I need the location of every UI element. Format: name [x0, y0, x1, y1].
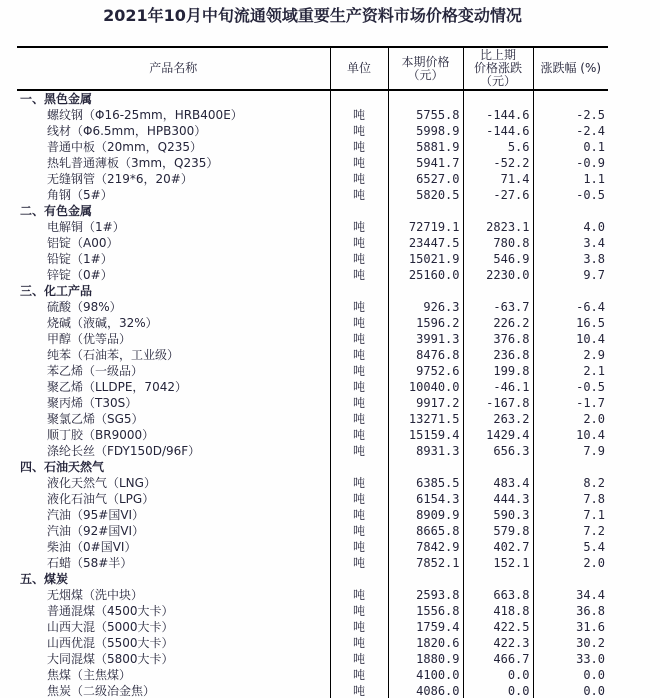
table-row	[17, 251, 608, 267]
price-cell	[388, 571, 463, 587]
product-name-cell: 电解铜（1#）	[47, 220, 125, 234]
unit-cell: 吨	[330, 555, 388, 571]
table-row	[17, 171, 608, 187]
price-cell: 10040.0	[388, 379, 463, 395]
table-row	[17, 379, 608, 395]
unit-cell: 吨	[330, 347, 388, 363]
product-name-cell: 无缝钢管（219*6，20#）	[47, 172, 193, 186]
pct-cell: 2.0	[533, 555, 608, 571]
price-cell: 25160.0	[388, 267, 463, 283]
change-cell: -167.8	[463, 395, 533, 411]
table-row	[17, 155, 608, 171]
change-cell: 546.9	[463, 251, 533, 267]
header-price-line2: （元）	[407, 67, 444, 82]
unit-cell: 吨	[330, 219, 388, 235]
pct-cell: 7.1	[533, 507, 608, 523]
unit-cell: 吨	[330, 155, 388, 171]
section-label: 三、化工产品	[20, 284, 93, 298]
price-cell	[388, 459, 463, 475]
unit-cell: 吨	[330, 667, 388, 683]
price-table	[17, 46, 608, 698]
price-cell: 3991.3	[388, 331, 463, 347]
pct-cell: -0.9	[533, 155, 608, 171]
pct-cell: -1.7	[533, 395, 608, 411]
unit-cell: 吨	[330, 315, 388, 331]
unit-cell: 吨	[330, 683, 388, 698]
table-row	[17, 635, 608, 651]
table-row	[17, 667, 608, 683]
product-name-cell: 焦煤（主焦煤）	[47, 668, 132, 682]
unit-cell: 吨	[330, 427, 388, 443]
product-name-cell: 汽油（92#国VI）	[47, 524, 145, 538]
product-name-cell: 柴油（0#国VI）	[47, 540, 137, 554]
product-name-cell: 铝锭（A00）	[47, 236, 119, 250]
price-cell: 1556.8	[388, 603, 463, 619]
pct-cell: 2.9	[533, 347, 608, 363]
product-name-cell: 普通混煤（4500大卡）	[47, 604, 174, 618]
change-cell: 199.8	[463, 363, 533, 379]
unit-cell: 吨	[330, 379, 388, 395]
change-cell: 418.8	[463, 603, 533, 619]
pct-cell: 3.8	[533, 251, 608, 267]
change-cell: 590.3	[463, 507, 533, 523]
unit-cell: 吨	[330, 123, 388, 139]
pct-cell: 16.5	[533, 315, 608, 331]
section-label: 四、石油天然气	[20, 460, 105, 474]
table-row	[17, 427, 608, 443]
pct-cell: 2.1	[533, 363, 608, 379]
price-cell: 6527.0	[388, 171, 463, 187]
price-cell: 5820.5	[388, 187, 463, 203]
pct-cell: -2.4	[533, 123, 608, 139]
header-pct: 涨跌幅 (%)	[533, 47, 608, 90]
table-row	[17, 347, 608, 363]
price-cell: 9752.6	[388, 363, 463, 379]
header-change-line1: 比上期	[479, 48, 516, 62]
unit-cell	[330, 283, 388, 299]
unit-cell	[330, 203, 388, 219]
unit-cell: 吨	[330, 107, 388, 123]
product-name-cell: 聚氯乙烯（SG5）	[47, 412, 144, 426]
price-cell	[388, 283, 463, 299]
product-name-cell: 铅锭（1#）	[47, 252, 113, 266]
header-price-line1: 本期价格	[401, 54, 450, 69]
product-name-cell: 角钢（5#）	[47, 188, 113, 202]
unit-cell: 吨	[330, 331, 388, 347]
table-row	[17, 603, 608, 619]
price-cell: 7852.1	[388, 555, 463, 571]
product-name-cell: 普通中板（20mm，Q235）	[47, 140, 202, 154]
unit-cell: 吨	[330, 443, 388, 459]
section-label: 五、煤炭	[20, 572, 69, 586]
header-change-line3: （元）	[479, 74, 516, 88]
price-cell: 926.3	[388, 299, 463, 315]
change-cell: 71.4	[463, 171, 533, 187]
unit-cell	[330, 571, 388, 587]
table-row	[17, 107, 608, 123]
table-row	[17, 123, 608, 139]
section-row	[17, 283, 608, 299]
product-name-cell: 聚乙烯（LLDPE，7042）	[47, 380, 187, 394]
pct-cell: 7.2	[533, 523, 608, 539]
product-name-cell: 山西大混（5000大卡）	[47, 620, 174, 634]
unit-cell: 吨	[330, 411, 388, 427]
change-cell: -52.2	[463, 155, 533, 171]
unit-cell	[330, 459, 388, 475]
unit-cell: 吨	[330, 363, 388, 379]
change-cell: 0.0	[463, 683, 533, 698]
table-row	[17, 683, 608, 698]
product-name-cell: 线材（Φ6.5mm，HPB300）	[47, 124, 207, 138]
product-name-cell: 顺丁胶（BR9000）	[47, 428, 155, 442]
price-cell: 1880.9	[388, 651, 463, 667]
pct-cell: 2.0	[533, 411, 608, 427]
table-row	[17, 539, 608, 555]
pct-cell: 31.6	[533, 619, 608, 635]
unit-cell: 吨	[330, 523, 388, 539]
unit-cell: 吨	[330, 139, 388, 155]
change-cell: 483.4	[463, 475, 533, 491]
unit-cell: 吨	[330, 507, 388, 523]
pct-cell: 5.4	[533, 539, 608, 555]
change-cell: 152.1	[463, 555, 533, 571]
table-row	[17, 219, 608, 235]
pct-cell	[533, 283, 608, 299]
change-cell: -27.6	[463, 187, 533, 203]
change-cell: 0.0	[463, 667, 533, 683]
change-cell	[463, 283, 533, 299]
change-cell: 226.2	[463, 315, 533, 331]
pct-cell: 34.4	[533, 587, 608, 603]
pct-cell	[533, 90, 608, 107]
change-cell: -46.1	[463, 379, 533, 395]
product-name-cell: 锌锭（0#）	[47, 268, 113, 282]
table-row	[17, 267, 608, 283]
change-cell: 663.8	[463, 587, 533, 603]
pct-cell: 8.2	[533, 475, 608, 491]
section-row	[17, 571, 608, 587]
unit-cell: 吨	[330, 299, 388, 315]
product-name-cell: 液化天然气（LNG）	[47, 476, 156, 490]
product-name-cell: 液化石油气（LPG）	[47, 492, 155, 506]
table-row	[17, 555, 608, 571]
price-cell: 5998.9	[388, 123, 463, 139]
price-cell	[388, 203, 463, 219]
change-cell: 402.7	[463, 539, 533, 555]
pct-cell: -6.4	[533, 299, 608, 315]
price-cell: 8476.8	[388, 347, 463, 363]
pct-cell: -0.5	[533, 379, 608, 395]
product-name-cell: 石蜡（58#半）	[47, 556, 133, 570]
product-name-cell: 烧碱（液碱，32%）	[47, 316, 158, 330]
price-cell: 1820.6	[388, 635, 463, 651]
table-row	[17, 587, 608, 603]
change-cell	[463, 203, 533, 219]
price-cell: 8909.9	[388, 507, 463, 523]
price-cell: 13271.5	[388, 411, 463, 427]
change-cell	[463, 571, 533, 587]
pct-cell: 36.8	[533, 603, 608, 619]
header-unit: 单位	[330, 47, 388, 90]
change-cell: 2230.0	[463, 267, 533, 283]
unit-cell: 吨	[330, 635, 388, 651]
product-name-cell: 纯苯（石油苯，工业级）	[47, 348, 180, 362]
table-row	[17, 363, 608, 379]
unit-cell: 吨	[330, 539, 388, 555]
change-cell: 656.3	[463, 443, 533, 459]
unit-cell: 吨	[330, 267, 388, 283]
price-cell: 7842.9	[388, 539, 463, 555]
pct-cell: 7.8	[533, 491, 608, 507]
product-name-cell: 螺纹钢（Φ16-25mm，HRB400E）	[47, 108, 243, 122]
price-cell: 15021.9	[388, 251, 463, 267]
pct-cell: 30.2	[533, 635, 608, 651]
change-cell	[463, 459, 533, 475]
pct-cell: 0.0	[533, 683, 608, 698]
pct-cell: 10.4	[533, 427, 608, 443]
change-cell: 5.6	[463, 139, 533, 155]
unit-cell: 吨	[330, 587, 388, 603]
price-cell: 5755.8	[388, 107, 463, 123]
table-row	[17, 491, 608, 507]
product-name-cell: 无烟煤（洗中块）	[47, 588, 144, 602]
unit-cell: 吨	[330, 491, 388, 507]
header-price	[388, 47, 463, 90]
change-cell: 444.3	[463, 491, 533, 507]
pct-cell: 7.9	[533, 443, 608, 459]
unit-cell: 吨	[330, 603, 388, 619]
price-cell	[388, 90, 463, 107]
pct-cell: 10.4	[533, 331, 608, 347]
change-cell	[463, 90, 533, 107]
product-name-cell: 苯乙烯（一级品）	[47, 364, 144, 378]
change-cell: 579.8	[463, 523, 533, 539]
section-label: 二、有色金属	[20, 204, 93, 218]
price-cell: 8665.8	[388, 523, 463, 539]
unit-cell: 吨	[330, 187, 388, 203]
table-row	[17, 619, 608, 635]
page-title: 2021年10月中旬流通领域重要生产资料市场价格变动情况	[103, 6, 522, 25]
price-cell: 4100.0	[388, 667, 463, 683]
unit-cell: 吨	[330, 171, 388, 187]
unit-cell: 吨	[330, 235, 388, 251]
pct-cell	[533, 203, 608, 219]
table-row	[17, 523, 608, 539]
header-change	[463, 47, 533, 90]
change-cell: 263.2	[463, 411, 533, 427]
table-row	[17, 299, 608, 315]
table-header	[17, 47, 608, 90]
price-cell: 9917.2	[388, 395, 463, 411]
pct-cell: 33.0	[533, 651, 608, 667]
header-product: 产品名称	[17, 47, 330, 90]
section-row	[17, 90, 608, 107]
unit-cell: 吨	[330, 251, 388, 267]
change-cell: 466.7	[463, 651, 533, 667]
price-cell: 1596.2	[388, 315, 463, 331]
product-name-cell: 聚丙烯（T30S）	[47, 396, 138, 410]
table-row	[17, 235, 608, 251]
price-cell: 5941.7	[388, 155, 463, 171]
product-name-cell: 涤纶长丝（FDY150D/96F）	[47, 444, 201, 458]
pct-cell: 9.7	[533, 267, 608, 283]
price-cell: 15159.4	[388, 427, 463, 443]
table-row	[17, 651, 608, 667]
table-row	[17, 411, 608, 427]
table-row	[17, 443, 608, 459]
table-body	[17, 90, 608, 698]
price-cell: 8931.3	[388, 443, 463, 459]
change-cell: -144.6	[463, 123, 533, 139]
header-row	[17, 47, 608, 90]
pct-cell: 0.0	[533, 667, 608, 683]
price-cell: 2593.8	[388, 587, 463, 603]
table-row	[17, 315, 608, 331]
product-name-cell: 热轧普通薄板（3mm，Q235）	[47, 156, 219, 170]
unit-cell: 吨	[330, 475, 388, 491]
change-cell: 236.8	[463, 347, 533, 363]
unit-cell: 吨	[330, 651, 388, 667]
table-row	[17, 187, 608, 203]
change-cell: 376.8	[463, 331, 533, 347]
price-cell: 6385.5	[388, 475, 463, 491]
unit-cell: 吨	[330, 395, 388, 411]
section-label: 一、黑色金属	[20, 92, 93, 106]
pct-cell: 3.4	[533, 235, 608, 251]
product-name-cell: 山西优混（5500大卡）	[47, 636, 174, 650]
change-cell: -63.7	[463, 299, 533, 315]
product-name-cell: 焦炭（二级冶金焦）	[47, 684, 156, 698]
pct-cell: -0.5	[533, 187, 608, 203]
pct-cell	[533, 571, 608, 587]
pct-cell: -2.5	[533, 107, 608, 123]
price-cell: 1759.4	[388, 619, 463, 635]
price-cell: 4086.0	[388, 683, 463, 698]
table-row	[17, 475, 608, 491]
table-row	[17, 139, 608, 155]
unit-cell	[330, 90, 388, 107]
section-row	[17, 203, 608, 219]
change-cell: 422.5	[463, 619, 533, 635]
unit-cell: 吨	[330, 619, 388, 635]
price-cell: 6154.3	[388, 491, 463, 507]
product-name-cell: 硫酸（98%）	[47, 300, 122, 314]
change-cell: 2823.1	[463, 219, 533, 235]
change-cell: 780.8	[463, 235, 533, 251]
table-row	[17, 331, 608, 347]
product-name-cell: 汽油（95#国VI）	[47, 508, 145, 522]
header-change-line2: 价格涨跌	[473, 61, 522, 75]
product-name-cell: 大同混煤（5800大卡）	[47, 652, 174, 666]
section-row	[17, 459, 608, 475]
table-row	[17, 395, 608, 411]
product-name-cell: 甲醇（优等品）	[47, 332, 132, 346]
price-cell: 23447.5	[388, 235, 463, 251]
pct-cell: 4.0	[533, 219, 608, 235]
pct-cell: 1.1	[533, 171, 608, 187]
pct-cell	[533, 459, 608, 475]
change-cell: 422.3	[463, 635, 533, 651]
pct-cell: 0.1	[533, 139, 608, 155]
price-cell: 72719.1	[388, 219, 463, 235]
table-row	[17, 507, 608, 523]
change-cell: 1429.4	[463, 427, 533, 443]
price-cell: 5881.9	[388, 139, 463, 155]
change-cell: -144.6	[463, 107, 533, 123]
